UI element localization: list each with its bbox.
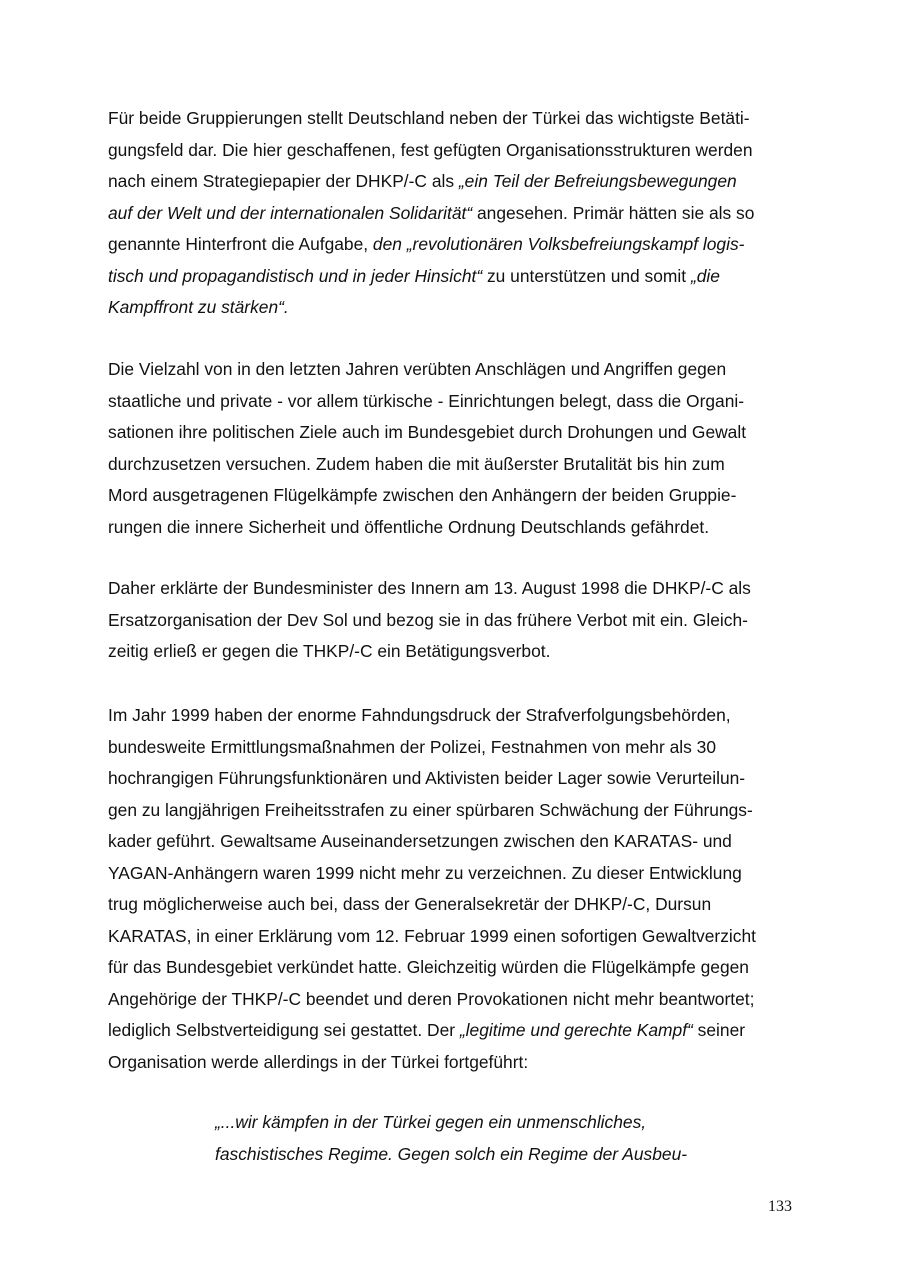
text-span: Daher erklärte der Bundesminister des Innern am 13. August 1998 die DHKP/-C als (108, 578, 751, 598)
text-line (108, 605, 798, 637)
italic-quote-span: den „revolutionären Volksbefreiungskampf logis- (372, 234, 745, 254)
text-line (108, 480, 798, 512)
text-line (108, 984, 798, 1016)
text-line (108, 889, 798, 921)
text-span: rungen die innere Sicherheit und öffentliche Ordnung Deutschlands gefährdet. (108, 516, 710, 537)
paragraph (108, 354, 798, 543)
text-line (108, 1015, 798, 1047)
text-span: für das Bundesgebiet verkündet hatte. Gleichzeitig würden die Flügelkämpfe gegen (108, 957, 749, 977)
italic-quote-span: auf der Welt und der internationalen Solidarität“ (108, 202, 473, 223)
page-number: 133 (768, 1198, 792, 1215)
quote-line: faschistisches Regime. Gegen solch ein Regime der Ausbeu- (215, 1143, 688, 1164)
text-span: staatliche und private - vor allem türkische - Einrichtungen belegt, dass die Organi- (108, 390, 745, 411)
text-line (108, 512, 798, 544)
paragraph (108, 103, 798, 324)
block-quote (215, 1107, 775, 1170)
text-line (108, 166, 798, 198)
text-span: kader geführt. Gewaltsame Auseinandersetzungen zwischen den KARATAS- und (108, 831, 732, 851)
text-line (108, 261, 798, 293)
text-line (108, 921, 798, 953)
text-line (108, 103, 798, 135)
italic-quote-span: „die (690, 265, 720, 286)
text-span: Ersatzorganisation der Dev Sol und bezog sie in das frühere Verbot mit ein. Gleich- (108, 609, 748, 630)
text-span: sationen ihre politischen Ziele auch im Bundesgebiet durch Drohungen und Gewalt (108, 422, 747, 442)
text-span: zu unterstützen und somit (482, 265, 691, 286)
text-line (108, 198, 798, 230)
text-span: genannte Hinterfront die Aufgabe, (108, 234, 373, 254)
text-span: seiner (692, 1020, 746, 1040)
italic-quote-span: „ein Teil der Befreiungsbewegungen (458, 171, 737, 191)
text-line (108, 449, 798, 481)
italic-quote-span: Kampffront zu stärken“. (108, 297, 289, 317)
text-span: angesehen. Primär hätten sie als so (472, 202, 755, 223)
text-span: gungsfeld dar. Die hier geschaffenen, fest gefügten Organisationsstrukturen werden (108, 139, 753, 160)
text-line (108, 700, 798, 732)
paragraph (108, 573, 798, 668)
text-line (108, 386, 798, 418)
text-line (108, 858, 798, 890)
text-span: gen zu langjährigen Freiheitsstrafen zu einer spürbaren Schwächung der Führungs- (108, 799, 753, 820)
text-line (108, 636, 798, 668)
text-span: nach einem Strategiepapier der DHKP/-C als (108, 171, 459, 191)
text-span: hochrangigen Führungsfunktionären und Aktivisten beider Lager sowie Verurteilun- (108, 768, 746, 788)
text-line (108, 952, 798, 984)
text-line (108, 417, 798, 449)
text-span: KARATAS, in einer Erklärung vom 12. Februar 1999 einen sofortigen Gewaltverzicht (108, 925, 756, 946)
text-line (108, 763, 798, 795)
text-span: lediglich Selbstverteidigung sei gestattet. Der (108, 1020, 460, 1040)
text-span: Mord ausgetragenen Flügelkämpfe zwischen den Anhängern der beiden Gruppie- (108, 485, 737, 505)
text-line (108, 826, 798, 858)
text-span: Die Vielzahl von in den letzten Jahren verübten Anschlägen und Angriffen gegen (108, 359, 727, 379)
text-span: Im Jahr 1999 haben der enorme Fahndungsdruck der Strafverfolgungsbehörden, (108, 705, 731, 725)
text-line (108, 732, 798, 764)
text-line (108, 354, 798, 386)
text-line (108, 573, 798, 605)
text-line (108, 795, 798, 827)
text-span: bundesweite Ermittlungsmaßnahmen der Polizei, Festnahmen von mehr als 30 (108, 736, 717, 757)
text-line (108, 292, 798, 324)
italic-quote-span: tisch und propagandistisch und in jeder Hinsicht“ (108, 265, 483, 286)
text-line (108, 1047, 798, 1079)
text-span: trug möglicherweise auch bei, dass der Generalsekretär der DHKP/-C, Dursun (108, 894, 712, 914)
text-span: YAGAN-Anhängern waren 1999 nicht mehr zu verzeichnen. Zu dieser Entwicklung (108, 862, 742, 883)
text-line (108, 135, 798, 167)
text-span: Für beide Gruppierungen stellt Deutschland neben der Türkei das wichtigste Betäti- (108, 108, 750, 128)
text-span: Angehörige der THKP/-C beendet und deren Provokationen nicht mehr beantwortet; (108, 988, 755, 1009)
text-span: durchzusetzen versuchen. Zudem haben die mit äußerster Brutalität bis hin zum (108, 453, 725, 474)
text-span: Organisation werde allerdings in der Türkei fortgeführt: (108, 1051, 529, 1072)
italic-quote-span: „legitime und gerechte Kampf“ (459, 1020, 693, 1040)
quote-line: „...wir kämpfen in der Türkei gegen ein unmenschliches, (215, 1112, 647, 1132)
text-span: zeitig erließ er gegen die THKP/-C ein Betätigungsverbot. (108, 641, 551, 661)
paragraph (108, 700, 798, 1078)
text-line (108, 229, 798, 261)
